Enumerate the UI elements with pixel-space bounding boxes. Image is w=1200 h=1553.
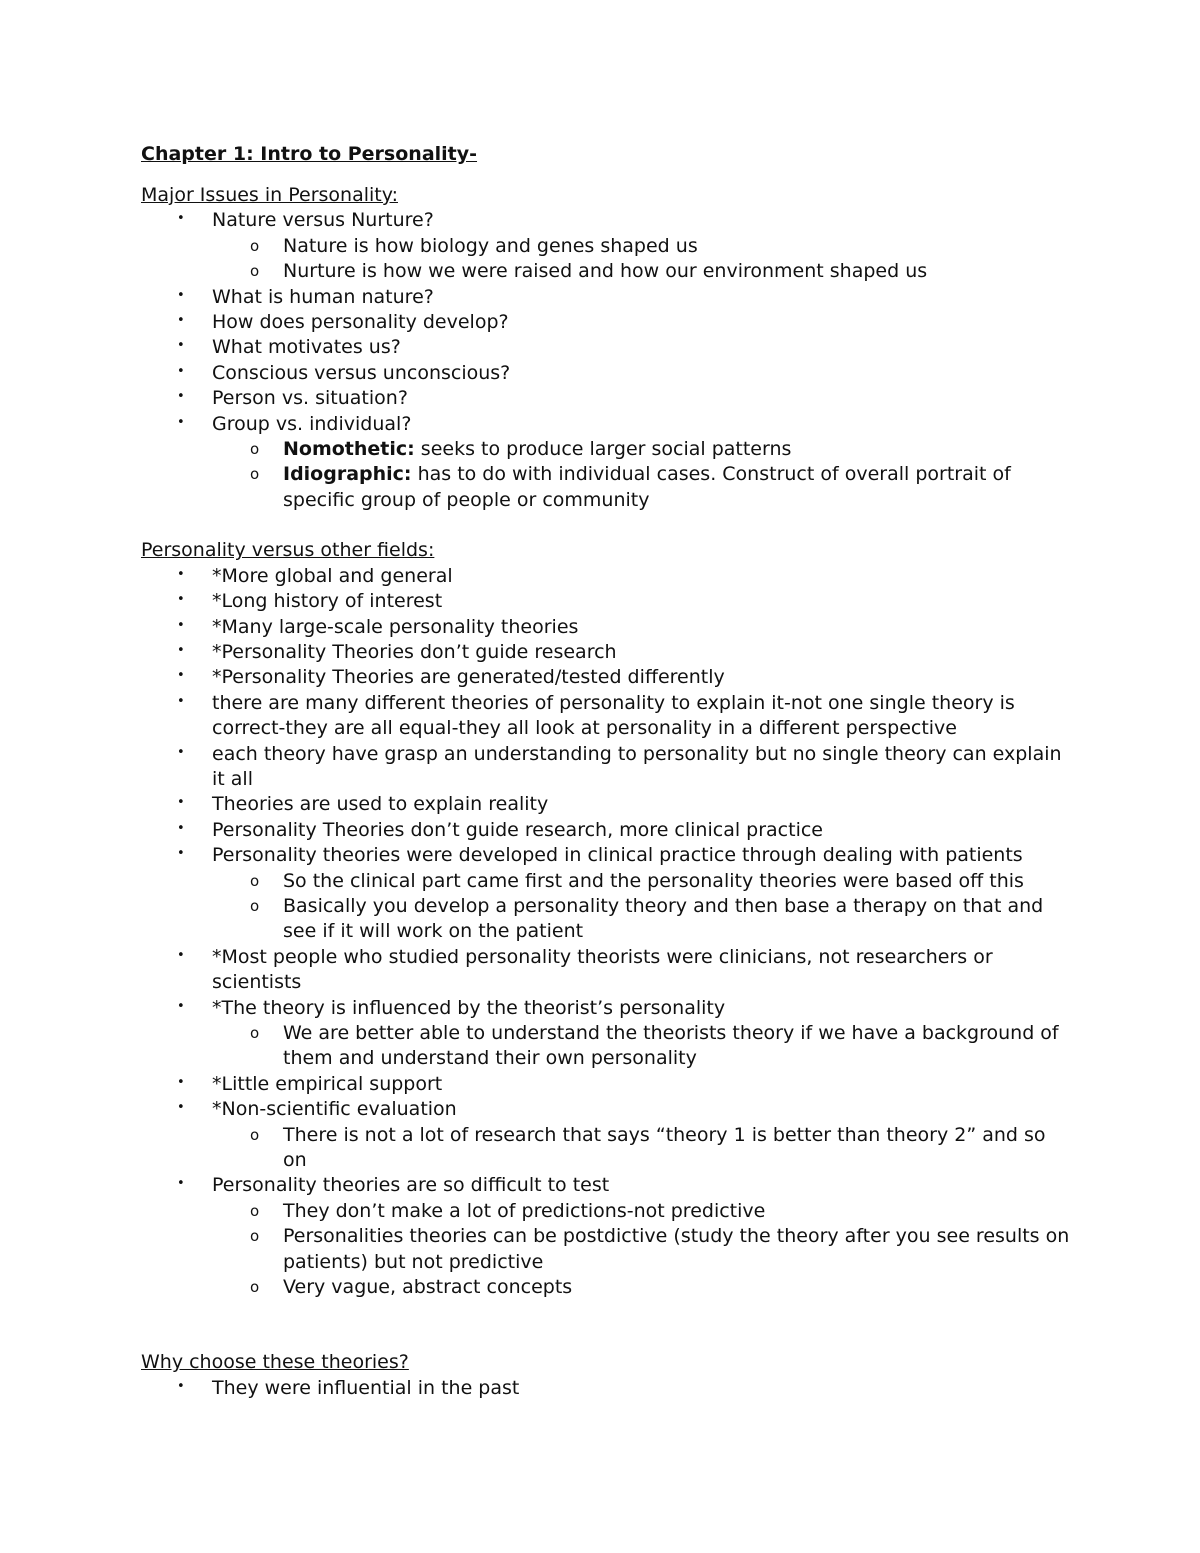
list-item-text: *Most people who studied personality theorists were clinicians, not researchers or scientists (212, 945, 993, 994)
sub-bullet-icon: o (250, 1125, 260, 1144)
list-item-text: Nature versus Nurture? (212, 209, 434, 232)
list-item (141, 843, 1071, 945)
sub-list-item (212, 1224, 1071, 1275)
list-item (141, 386, 1071, 411)
list-item-text: They were influential in the past (212, 1376, 520, 1399)
sub-list-item-text: Nature is how biology and genes shaped us (283, 234, 698, 257)
bullet-icon: • (177, 566, 185, 582)
sub-list-item-text: Nurture is how we were raised and how our environment shaped us (283, 260, 928, 283)
bullet-icon: • (177, 414, 185, 430)
list-item-text: *More global and general (212, 564, 453, 587)
sub-list-item (212, 437, 1071, 462)
spacer (141, 1300, 1071, 1350)
list-item-text: there are many different theories of personality to explain it-not one single theory is correct-they are all equal-they all look at personality in a different perspective (212, 691, 1015, 740)
list-item (141, 564, 1071, 589)
bullet-icon: • (177, 1378, 185, 1394)
sub-list-item-text: There is not a lot of research that says “theory 1 is better than theory 2” and so on (283, 1123, 1046, 1172)
bullet-icon: • (177, 287, 185, 303)
list-item (141, 945, 1071, 996)
bullet-icon: • (177, 846, 185, 862)
list-item-text: How does personality develop? (212, 311, 509, 334)
bullet-icon: • (177, 642, 185, 658)
sub-list-item (212, 869, 1071, 894)
sub-list-item (212, 894, 1071, 945)
list-item-text: *The theory is influenced by the theorist’s personality (212, 996, 726, 1019)
sub-bullet-icon: o (250, 1278, 260, 1297)
list-item (141, 691, 1071, 742)
section-heading-other-fields: Personality versus other fields: (141, 539, 435, 562)
bullet-icon: • (177, 1100, 185, 1116)
sub-list (212, 1123, 1071, 1174)
list-item-text: each theory have grasp an understanding to personality but no single theory can explain it all (212, 742, 1062, 790)
list-item-text: *Personality Theories are generated/tested differently (212, 666, 725, 689)
chapter-title: Chapter 1: Intro to Personality- (141, 143, 478, 165)
list-item-text: *Personality Theories don’t guide research (212, 640, 617, 663)
sub-list-item (212, 1021, 1071, 1072)
list-item-text: Group vs. individual? (212, 412, 412, 435)
list-item (141, 665, 1071, 690)
list-item-text: Person vs. situation? (212, 387, 408, 410)
sub-list-item-text: We are better able to understand the theorists theory if we have a background of them and understand their own personality (283, 1022, 1059, 1070)
sub-bullet-icon: o (250, 896, 260, 915)
list-item (141, 335, 1071, 360)
bullet-icon: • (177, 947, 185, 963)
list-item (141, 1072, 1071, 1097)
list-item-text: Personality theories were developed in clinical practice through dealing with patients (212, 844, 1023, 867)
bullet-icon: • (177, 211, 185, 227)
list-item (141, 412, 1071, 514)
list-item (141, 640, 1071, 665)
sub-bullet-icon: o (250, 1201, 260, 1220)
sub-list-item (212, 234, 1071, 259)
bullet-icon: • (177, 592, 185, 608)
bullet-icon: • (177, 338, 185, 354)
section-heading-why-choose: Why choose these theories? (141, 1351, 409, 1374)
spacer (141, 513, 1071, 538)
sub-list-item-text: They don’t make a lot of predictions-not predictive (283, 1199, 766, 1222)
bullet-icon: • (177, 998, 185, 1014)
list-item (141, 589, 1071, 614)
list-item-text: *Non-scientific evaluation (212, 1098, 457, 1121)
sub-list-item (212, 1199, 1071, 1224)
list-item-text: What motivates us? (212, 336, 401, 359)
sub-list-item-text: Personalities theories can be postdictive (study the theory after you see results on patients) but not predictive (283, 1225, 1070, 1273)
bullet-icon: • (177, 363, 185, 379)
bullet-icon: • (177, 1074, 185, 1090)
bullet-icon: • (177, 744, 185, 760)
bullet-icon: • (177, 1176, 185, 1192)
bullet-icon: • (177, 820, 185, 836)
list-item (141, 1173, 1071, 1300)
document-page (141, 140, 1071, 1401)
sub-list-item-text: has to do with individual cases. Construct of overall portrait of specific group of people or community (283, 463, 1011, 511)
sub-bullet-icon: o (250, 1024, 260, 1042)
sub-list-item-text: Basically you develop a personality theory and then base a therapy on that and see if it will work on the patient (283, 894, 1044, 943)
list-item (141, 361, 1071, 386)
sub-list-item-text: Very vague, abstract concepts (283, 1276, 573, 1299)
sub-bullet-icon: o (250, 236, 260, 255)
sub-list (212, 437, 1071, 513)
list-item-text: What is human nature? (212, 285, 434, 308)
sub-list-item (212, 1123, 1071, 1174)
bullet-icon: • (177, 389, 185, 405)
list-item (141, 285, 1071, 310)
list-item (141, 310, 1071, 335)
list-item (141, 742, 1071, 793)
sub-list (212, 1021, 1071, 1072)
sub-list-item-text: seeks to produce larger social patterns (414, 438, 792, 461)
list-item-text: Theories are used to explain reality (212, 793, 549, 816)
list-item (141, 792, 1071, 817)
list-item-text: Personality theories are so difficult to test (212, 1174, 610, 1197)
list-item (141, 818, 1071, 843)
term-nomothetic: Nomothetic: (283, 438, 415, 461)
bullet-icon: • (177, 617, 185, 633)
list-item (141, 1376, 1071, 1401)
sub-list-item-text: So the clinical part came first and the personality theories were based off this (283, 869, 1024, 892)
list-item (141, 615, 1071, 640)
sub-bullet-icon: o (250, 262, 260, 281)
list-item-text: Personality Theories don’t guide research, more clinical practice (212, 818, 823, 841)
sub-list-item (212, 259, 1071, 284)
list-item-text: *Long history of interest (212, 590, 443, 613)
list-item-text: *Many large-scale personality theories (212, 615, 579, 638)
major-issues-list (141, 208, 1071, 513)
list-item-text: *Little empirical support (212, 1072, 443, 1095)
bullet-icon: • (177, 313, 185, 329)
list-item (141, 1097, 1071, 1173)
bullet-icon: • (177, 668, 185, 684)
other-fields-list (141, 564, 1071, 1301)
bullet-icon: • (177, 693, 185, 709)
sub-bullet-icon: o (250, 871, 260, 890)
sub-list (212, 1199, 1071, 1301)
term-idiographic: Idiographic: (283, 463, 412, 486)
why-choose-list (141, 1376, 1071, 1401)
sub-bullet-icon: o (250, 465, 260, 484)
list-item (141, 996, 1071, 1072)
section-heading-major-issues: Major Issues in Personality: (141, 184, 398, 206)
sub-list (212, 234, 1071, 285)
sub-list-item (212, 1275, 1071, 1300)
sub-list (212, 869, 1071, 945)
bullet-icon: • (177, 795, 185, 811)
sub-list-item (212, 462, 1071, 513)
list-item-text: Conscious versus unconscious? (212, 361, 511, 384)
sub-bullet-icon: o (250, 1227, 260, 1246)
sub-bullet-icon: o (250, 440, 260, 459)
list-item (141, 208, 1071, 284)
